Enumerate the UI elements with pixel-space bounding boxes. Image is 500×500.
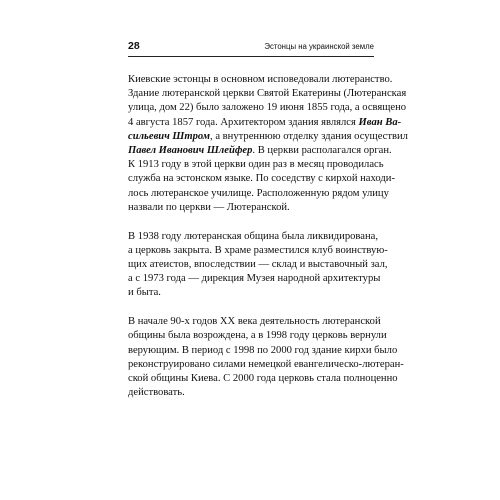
running-title: Эстонцы на украинской земле xyxy=(264,42,374,51)
text-line: Здание лютеранской церкви Святой Екатерины (Лютеранская xyxy=(128,88,407,100)
text-line: действовать. xyxy=(128,387,185,399)
text-line: общины была возрождена, а в 1998 году церковь вернули xyxy=(128,330,387,342)
page-number: 28 xyxy=(128,40,140,52)
text-line: ской общины Киева. С 2000 года церковь стала полноценно xyxy=(128,373,398,385)
text-line: В начале 90-х годов XX века деятельность лютеранской xyxy=(128,316,381,328)
header-rule xyxy=(128,56,374,57)
text-line: щих атеистов, впоследствии — склад и выставочный зал, xyxy=(128,259,388,271)
text-line: 4 августа 1857 года. Архитектором здания являлся Иван Ва- xyxy=(128,116,402,128)
architect-name: сильевич Штром xyxy=(128,130,211,142)
body-text xyxy=(128,73,408,400)
running-header xyxy=(128,40,374,54)
text-line: Киевские эстонцы в основном исповедовали лютеранство. xyxy=(128,74,393,85)
text-line: В 1938 году лютеранская община была ликвидирована, xyxy=(128,230,378,242)
text-line: верующим. В период с 1998 по 2000 год здание кирхи было xyxy=(128,344,398,356)
decorator-name: Павел Иванович Шлейфер xyxy=(128,145,253,157)
text-line: Павел Иванович Шлейфер. В церкви располагался орган. xyxy=(128,145,392,157)
text-line: а церковь закрыта. В храме разместился клуб воинствую- xyxy=(128,244,388,256)
text-line: а с 1973 года — дирекция Музея народной архитектуры xyxy=(128,273,381,285)
paragraph-revival xyxy=(128,315,404,400)
text-line: сильевич Штром, а внутреннюю отделку здания осуществил xyxy=(128,130,408,142)
text-line: служба на эстонском языке. По соседству с кирхой находи- xyxy=(128,173,395,185)
paragraph-church-history xyxy=(128,73,408,215)
text-line: К 1913 году в этой церкви один раз в месяц проводилась xyxy=(128,159,384,171)
text-line: лось лютеранское училище. Расположенную рядом улицу xyxy=(128,187,389,199)
paragraph-liquidation xyxy=(128,230,388,301)
architect-name: Иван Ва- xyxy=(358,116,402,128)
text-line: назвали по церкви — Лютеранской. xyxy=(128,201,290,213)
text-line: реконструировано силами немецкой евангелическо-лютеран- xyxy=(128,358,404,370)
text-line: и быта. xyxy=(128,287,161,299)
text-line: улица, дом 22) было заложено 19 июня 1855 года, а освящено xyxy=(128,102,407,114)
